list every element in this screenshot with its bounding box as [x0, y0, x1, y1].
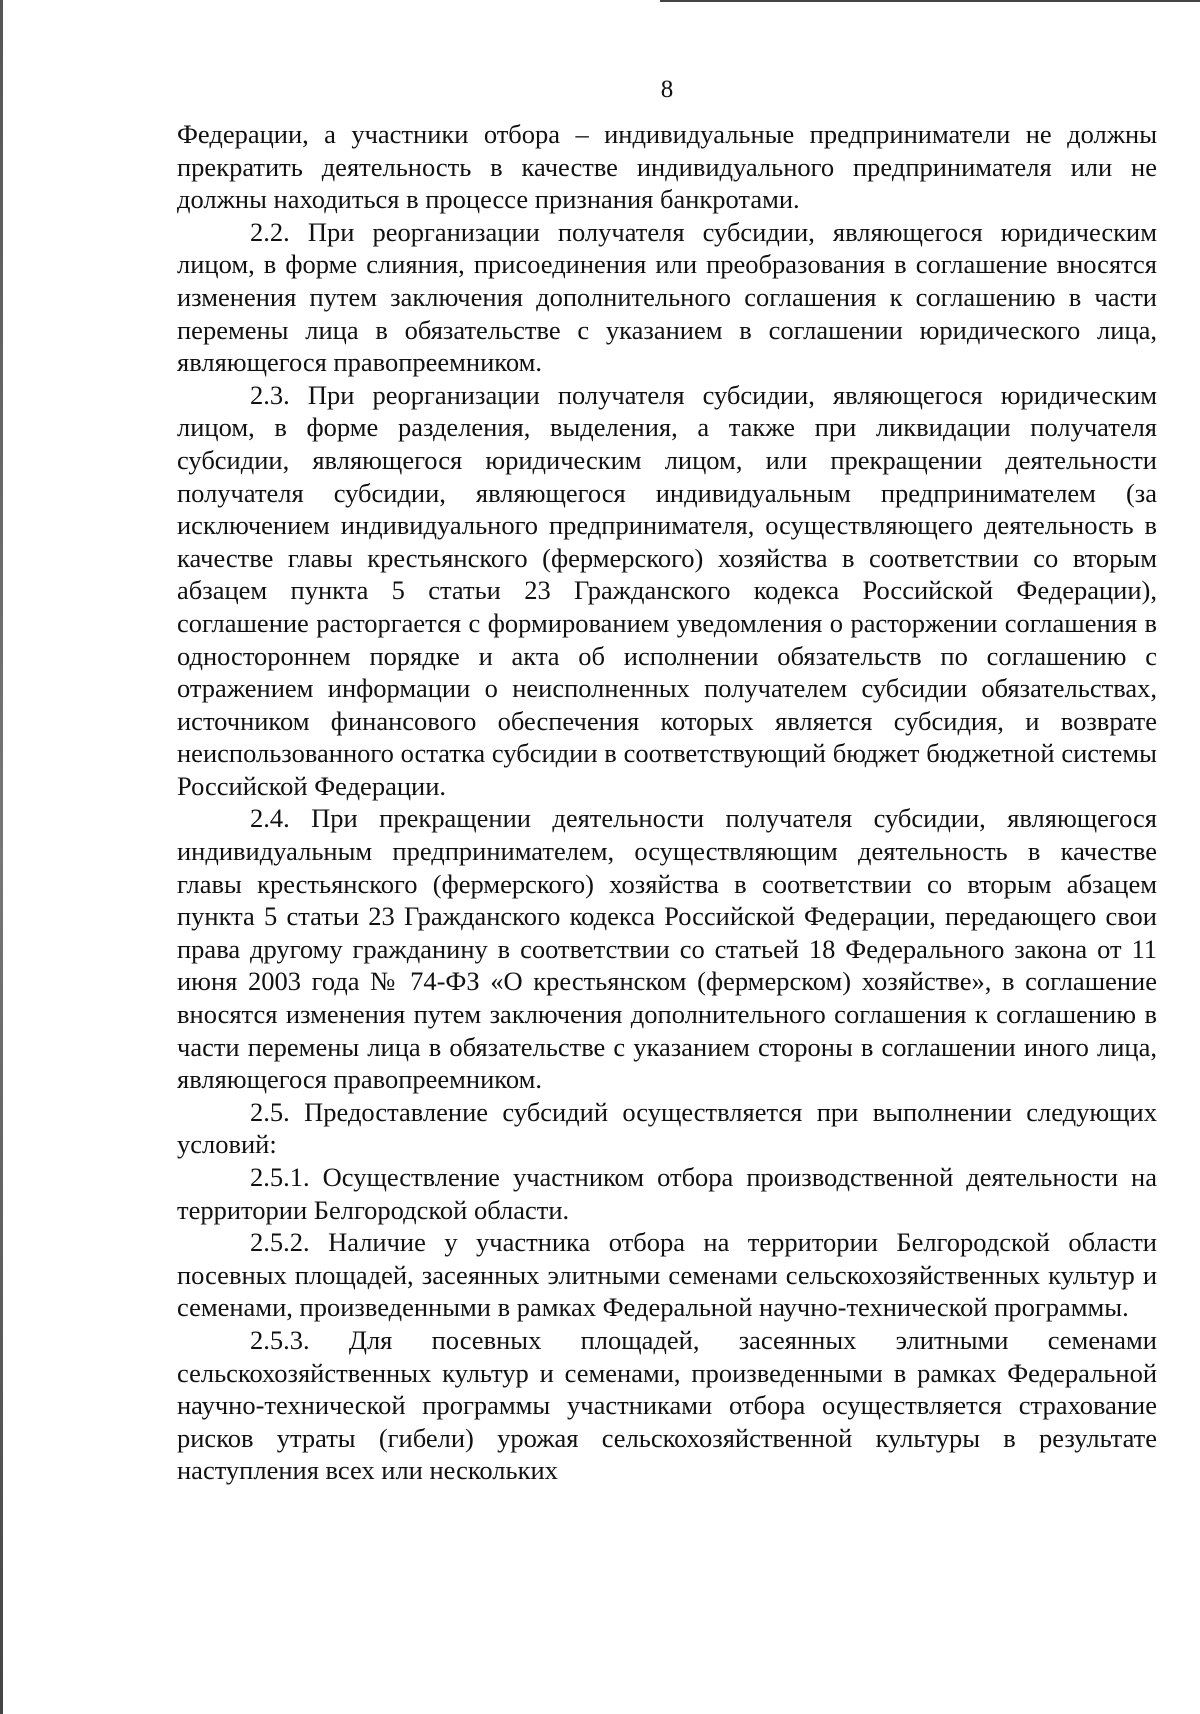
paragraph-2-4: 2.4. При прекращении деятельности получателя субсидии, являющегося индивидуальным предпринимателем, осуществляющим деятельность в качестве главы крестьянского (фермерского) хозяйства в соответствии со вторым абзацем пункта 5 статьи 23 Гражданского кодекса Российской Федерации, передающего свои права другому гражданину в соответствии со статьей 18 Федерального закона от 11 июня 2003 года № 74-ФЗ «О крестьянском (фермерском) хозяйстве», в соглашение вносятся изменения путем заключения дополнительного соглашения к соглашению в части перемены лица в обязательстве с указанием стороны в соглашении иного лица, являющегося правопреемником. [177, 803, 1157, 1095]
scan-edge-left [0, 0, 3, 1714]
paragraph-2-5-1: 2.5.1. Осуществление участником отбора производственной деятельности на территории Белгородской области. [177, 1162, 1157, 1225]
document-body [177, 118, 1157, 1487]
scan-edge-top [660, 0, 1200, 2]
page-number: 8 [660, 76, 674, 103]
paragraph-2-5: 2.5. Предоставление субсидий осуществляется при выполнении следующих условий: [177, 1096, 1157, 1160]
paragraph-2-2: 2.2. При реорганизации получателя субсидии, являющегося юридическим лицом, в форме слияния, присоединения или преобразования в соглашение вносятся изменения путем заключения дополнительного соглашения к соглашению в части перемены лица в обязательстве с указанием в соглашении юридического лица, являющегося правопреемником. [177, 216, 1157, 378]
paragraph-continuation: Федерации, а участники отбора – индивидуальные предприниматели не должны прекратить деятельность в качестве индивидуального предпринимателя или не должны находиться в процессе признания банкротами. [177, 119, 1157, 215]
paragraph-2-3: 2.3. При реорганизации получателя субсидии, являющегося юридическим лицом, в форме разделения, выделения, а также при ликвидации получателя субсидии, являющегося юридическим лицом, или прекращении деятельности получателя субсидии, являющегося индивидуальным предпринимателем (за исключением индивидуального предпринимателя, осуществляющего деятельность в качестве главы крестьянского (фермерского) хозяйства в соответствии со вторым абзацем пункта 5 статьи 23 Гражданского кодекса Российской Федерации), соглашение расторгается с формированием уведомления о расторжении соглашения в одностороннем порядке и акта об исполнении обязательств по соглашению с отражением информации о неисполненных получателем субсидии обязательствах, источником финансового обеспечения которых является субсидия, и возврате неиспользованного остатка субсидии в соответствующий бюджет бюджетной системы Российской Федерации. [177, 379, 1157, 801]
paragraph-2-5-3: 2.5.3. Для посевных площадей, засеянных элитными семенами сельскохозяйственных культур и семенами, произведенными в рамках Федеральной научно-технической программы участниками отбора осуществляется страхование рисков утраты (гибели) урожая сельскохозяйственной культуры в результате наступления всех или нескольких [177, 1324, 1157, 1486]
paragraph-2-5-2: 2.5.2. Наличие у участника отбора на территории Белгородской области посевных площадей, засеянных элитными семенами сельскохозяйственных культур и семенами, произведенными в рамках Федеральной научно-технической программы. [177, 1227, 1157, 1323]
